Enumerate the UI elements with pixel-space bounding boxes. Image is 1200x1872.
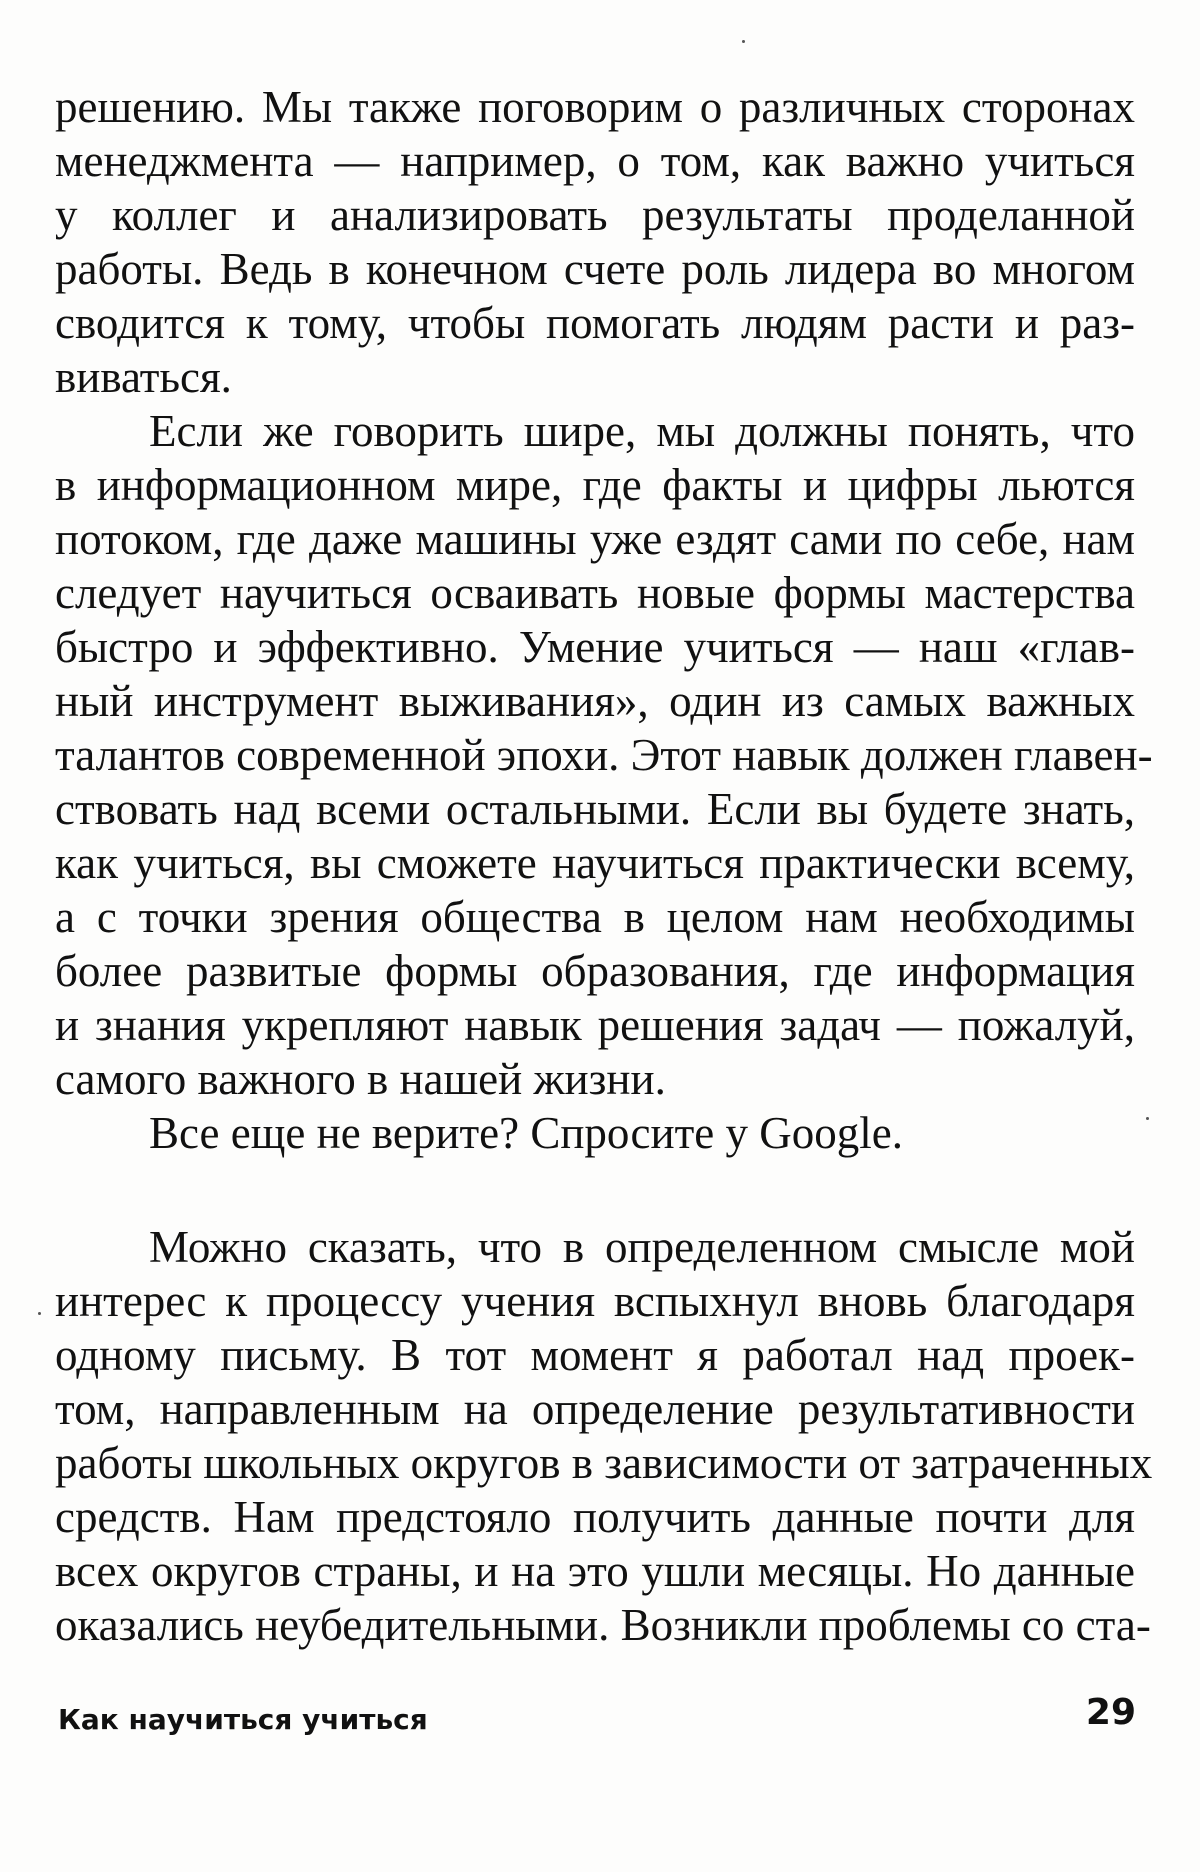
text-line: потоком, где даже машины уже ездят сами по себе, нам [55, 514, 1135, 564]
text-line: решению. Мы также поговорим о различных сторонах [55, 82, 1135, 132]
text-line: и знания укрепляют навык решения задач — пожалуй, [55, 1000, 1135, 1050]
text-line: Если же говорить шире, мы должны понять, что [149, 406, 1135, 456]
scan-speck [1146, 1117, 1149, 1120]
text-line: Можно сказать, что в определенном смысле мой [149, 1222, 1135, 1272]
text-line: талантов современной эпохи. Этот навык должен главен- [55, 730, 1153, 780]
text-line: Все еще не верите? Спросите у Google. [149, 1108, 903, 1158]
text-block-lower [55, 1220, 1153, 1652]
text-line: сводится к тому, чтобы помогать людям расти и раз- [55, 298, 1135, 348]
text-line: том, направленным на определение результативности [55, 1384, 1135, 1434]
text-line: интерес к процессу учения вспыхнул вновь благодаря [55, 1276, 1135, 1326]
text-line: а с точки зрения общества в целом нам необходимы [55, 892, 1135, 942]
scan-speck [742, 40, 745, 43]
text-line: виваться. [55, 352, 232, 402]
text-block-upper [55, 80, 1153, 1160]
text-line: быстро и эффективно. Умение учиться — наш «глав- [55, 622, 1135, 672]
text-line: у коллег и анализировать результаты проделанной [55, 190, 1135, 240]
page-number: 29 [1085, 1692, 1136, 1733]
text-line: в информационном мире, где факты и цифры льются [55, 460, 1135, 510]
text-line: работы. Ведь в конечном счете роль лидера во многом [55, 244, 1135, 294]
text-line: всех округов страны, и на это ушли месяцы. Но данные [55, 1546, 1135, 1596]
text-line: более развитые формы образования, где информация [55, 946, 1135, 996]
text-line: работы школьных округов в зависимости от затраченных [55, 1438, 1153, 1488]
text-line: одному письму. В тот момент я работал над проек- [55, 1330, 1135, 1380]
text-line: средств. Нам предстояло получить данные почти для [55, 1492, 1135, 1542]
running-footer-title: Как научиться учиться [58, 1703, 428, 1736]
text-line: оказались неубедительными. Возникли проблемы со ста- [55, 1600, 1151, 1650]
text-line: самого важного в нашей жизни. [55, 1054, 666, 1104]
scan-speck [38, 1312, 41, 1315]
text-line: следует научиться осваивать новые формы мастерства [55, 568, 1135, 618]
text-line: менеджмента — например, о том, как важно учиться [55, 136, 1135, 186]
text-line: ный инструмент выживания», один из самых важных [55, 676, 1135, 726]
text-line: ствовать над всеми остальными. Если вы будете знать, [55, 784, 1135, 834]
text-line: как учиться, вы сможете научиться практически всему, [55, 838, 1135, 888]
